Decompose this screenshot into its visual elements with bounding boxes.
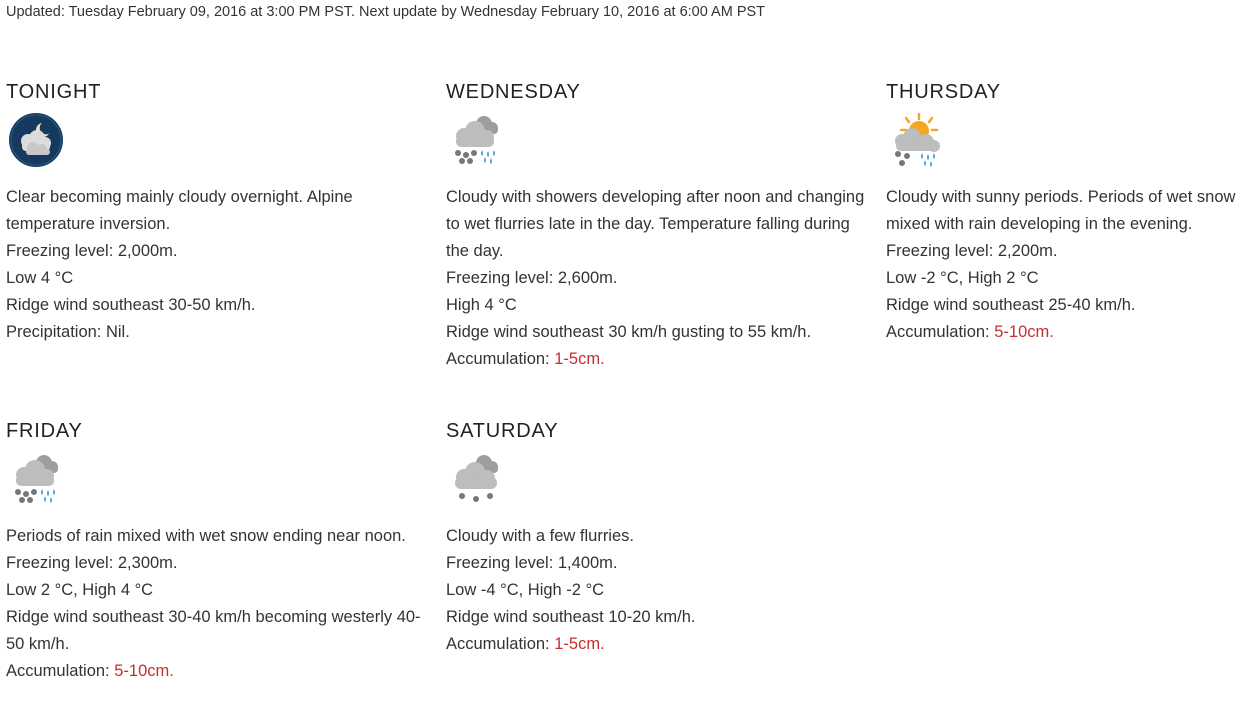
freezing-level: Freezing level: 1,400m. [446,554,618,572]
accumulation-label: Accumulation: [446,350,555,368]
night-cloudy-icon [6,110,66,170]
cloud-snow-icon [446,449,506,509]
forecast-card-saturday [446,419,866,658]
temperature: Low -4 °C, High -2 °C [446,581,605,599]
ridge-wind: Ridge wind southeast 30-50 km/h. [6,296,256,314]
forecast-card-friday [6,419,426,685]
freezing-level: Freezing level: 2,000m. [6,242,178,260]
forecast-card-wednesday [446,80,866,373]
forecast-description: Cloudy with a few flurries. [446,527,634,545]
forecast-description: Cloudy with showers developing after noon and changing to wet flurries late in the day. Temperature falling during the day. [446,188,865,260]
accumulation-label: Accumulation: [446,635,555,653]
freezing-level: Freezing level: 2,600m. [446,269,618,287]
forecast-day-title: TONIGHT [6,81,102,103]
forecast-day-title: THURSDAY [886,81,1001,103]
accumulation-value: 1-5cm. [554,350,605,368]
ridge-wind: Ridge wind southeast 10-20 km/h. [446,608,696,626]
forecast-description: Clear becoming mainly cloudy overnight. Alpine temperature inversion. [6,188,353,233]
sun-cloud-snow-rain-icon [886,110,946,170]
accumulation-value: 5-10cm. [994,323,1054,341]
cloud-snow-rain-icon [6,449,66,509]
ridge-wind: Ridge wind southeast 30-40 km/h becoming westerly 40-50 km/h. [6,608,421,653]
forecast-day-title: WEDNESDAY [446,81,581,103]
forecast-description: Periods of rain mixed with wet snow ending near noon. [6,527,406,545]
forecast-day-title: FRIDAY [6,420,83,442]
freezing-level: Freezing level: 2,200m. [886,242,1058,260]
precipitation: Precipitation: Nil. [6,323,130,341]
forecast-card-tonight [6,80,426,346]
forecast-day-title: SATURDAY [446,420,559,442]
forecast-description: Cloudy with sunny periods. Periods of wet snow mixed with rain developing in the evening. [886,188,1236,233]
freezing-level: Freezing level: 2,300m. [6,554,178,572]
accumulation [886,319,1260,346]
ridge-wind: Ridge wind southeast 30 km/h gusting to 55 km/h. [446,323,812,341]
accumulation-label: Accumulation: [886,323,995,341]
accumulation-value: 1-5cm. [554,635,605,653]
accumulation [446,631,866,658]
temperature: Low 2 °C, High 4 °C [6,581,154,599]
accumulation-label: Accumulation: [6,662,115,680]
update-notice: Updated: Tuesday February 09, 2016 at 3:00 PM PST. Next update by Wednesday February 10, 2016 at 6:00 AM PST [6,4,766,20]
cloud-snow-rain-icon [446,110,506,170]
ridge-wind: Ridge wind southeast 25-40 km/h. [886,296,1136,314]
temperature: Low 4 °C [6,269,74,287]
temperature: High 4 °C [446,296,517,314]
accumulation [6,658,426,685]
temperature: Low -2 °C, High 2 °C [886,269,1039,287]
forecast-card-thursday [886,80,1260,346]
accumulation [446,346,866,373]
accumulation-value: 5-10cm. [114,662,174,680]
